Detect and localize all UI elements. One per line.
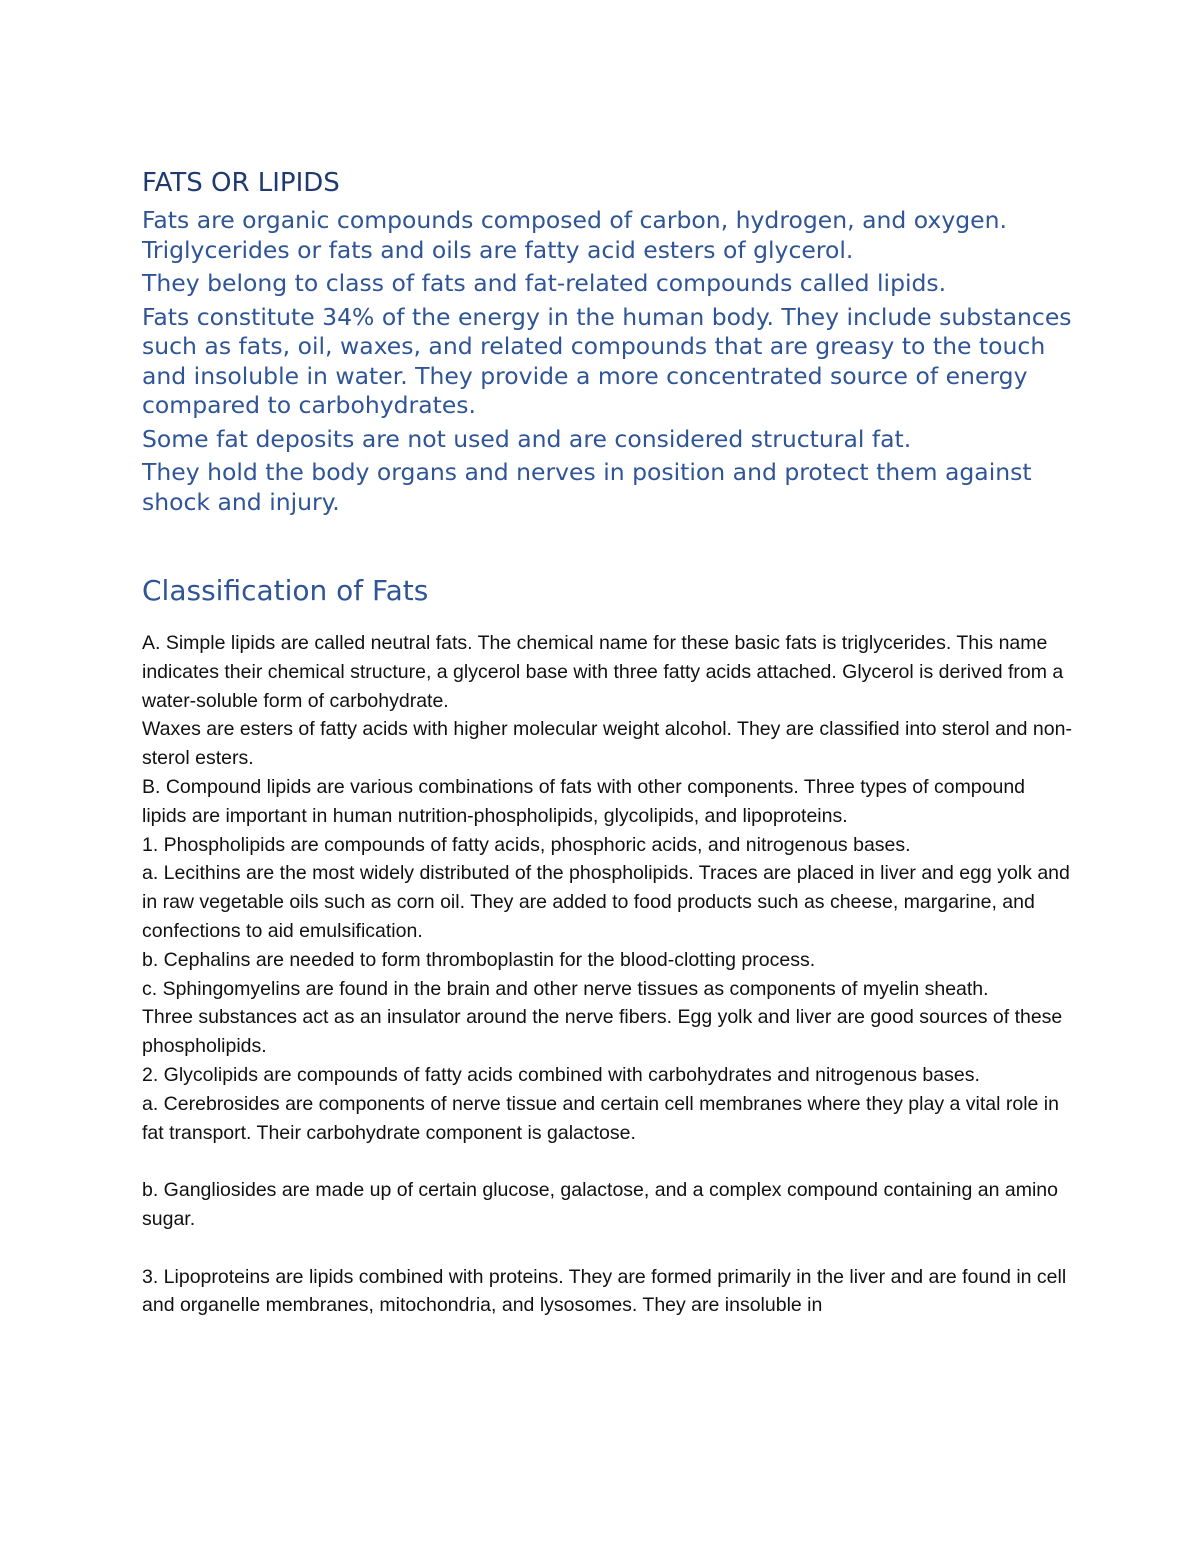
intro-paragraph: Fats are organic compounds composed of carbon, hydrogen, and oxygen. Triglycerides or fats and oils are fatty acid esters of glycerol.	[142, 206, 1007, 264]
section-heading: Classification of Fats	[142, 574, 429, 607]
body-paragraph: A. Simple lipids are called neutral fats. The chemical name for these basic fats is triglycerides. This name indicates their chemical structure, a glycerol base with three fatty acids attached. Glycerol is derived from a water-soluble form of carbohydrate.	[142, 632, 1064, 712]
body-paragraph: 1. Phospholipids are compounds of fatty acids, phosphoric acids, and nitrogenous bases.	[142, 833, 911, 856]
body-paragraph: 3. Lipoproteins are lipids combined with proteins. They are formed primarily in the liver and are found in cell and organelle membranes, mitochondria, and lysosomes. They are insoluble in	[142, 1265, 1067, 1317]
body-paragraph: 2. Glycolipids are compounds of fatty acids combined with carbohydrates and nitrogenous bases.	[142, 1063, 980, 1086]
intro-paragraph: They belong to class of fats and fat-related compounds called lipids.	[142, 269, 947, 297]
document-page	[142, 166, 1072, 1320]
body-paragraph: b. Cephalins are needed to form thromboplastin for the blood-clotting process.	[142, 948, 816, 971]
body-paragraph: a. Lecithins are the most widely distributed of the phospholipids. Traces are placed in liver and egg yolk and in raw vegetable oils such as corn oil. They are added to food products such as cheese, margarine, and confections to aid emulsification.	[142, 862, 1070, 942]
intro-paragraph: They hold the body organs and nerves in position and protect them against shock and injury.	[142, 458, 1032, 516]
intro-paragraph: Fats constitute 34% of the energy in the human body. They include substances such as fats, oil, waxes, and related compounds that are greasy to the touch and insoluble in water. They provide a more concentrated source of energy compared to carbohydrates.	[142, 302, 1072, 419]
classification-body	[142, 629, 1072, 1320]
body-paragraph: c. Sphingomyelins are found in the brain and other nerve tissues as components of myelin sheath.	[142, 977, 989, 1000]
body-paragraph: B. Compound lipids are various combinations of fats with other components. Three types of compound lipids are important in human nutrition-phospholipids, glycolipids, and lipoproteins.	[142, 775, 1026, 827]
body-paragraph: a. Cerebrosides are components of nerve tissue and certain cell membranes where they play a vital role in fat transport. Their carbohydrate component is galactose.	[142, 1092, 1059, 1144]
intro-section	[142, 206, 1072, 517]
intro-paragraph: Some fat deposits are not used and are considered structural fat.	[142, 424, 912, 453]
body-paragraph: Three substances act as an insulator around the nerve fibers. Egg yolk and liver are good sources of these phospholipids.	[142, 1006, 1063, 1058]
document-title: FATS OR LIPIDS	[142, 168, 340, 198]
body-paragraph: Waxes are esters of fatty acids with higher molecular weight alcohol. They are classified into sterol and non-sterol esters.	[142, 718, 1072, 770]
body-paragraph: b. Gangliosides are made up of certain glucose, galactose, and a complex compound containing an amino sugar.	[142, 1179, 1058, 1230]
